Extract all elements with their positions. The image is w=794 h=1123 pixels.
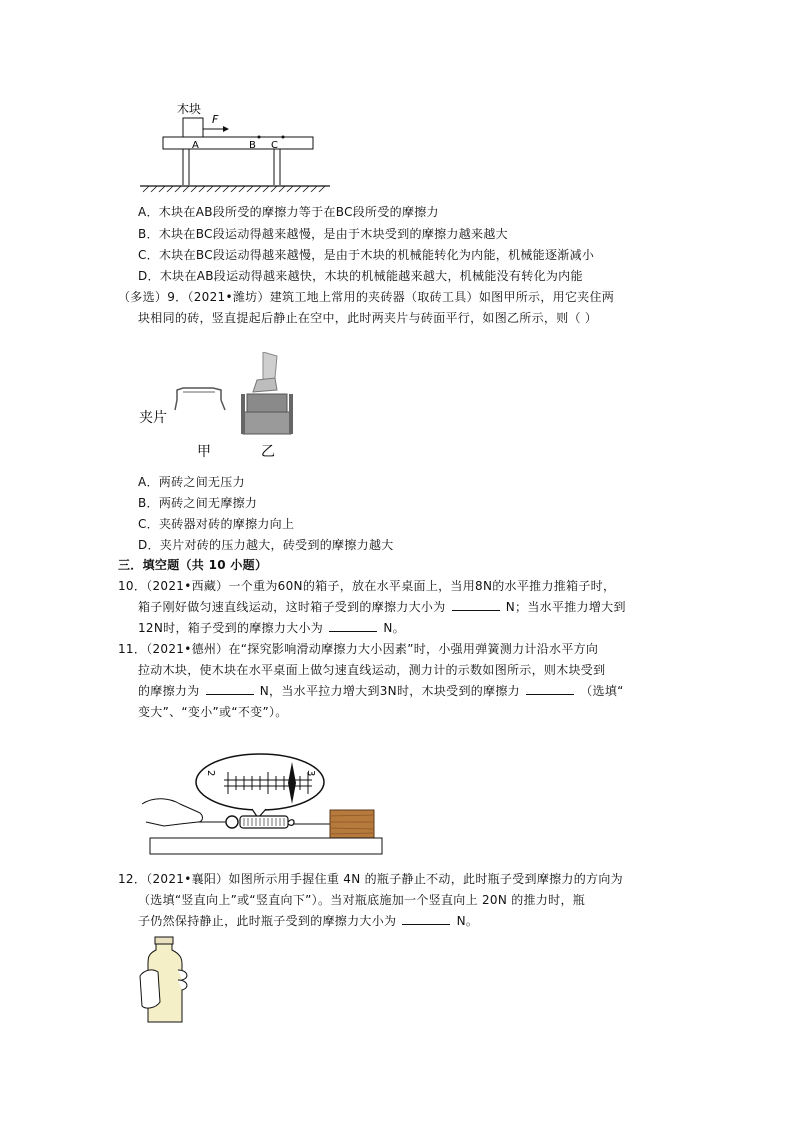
table-surface bbox=[150, 838, 382, 854]
q10-line3-tail: N。 bbox=[383, 621, 405, 635]
table-top bbox=[163, 137, 313, 149]
q10-line2 bbox=[138, 599, 626, 615]
q9-option-a: A．两砖之间无压力 bbox=[138, 475, 245, 489]
q10-line1: 10．（2021•西藏）一个重为60N的箱子，放在水平桌面上，当用8N的水平推力推箱子时， bbox=[118, 579, 616, 593]
q10-line3-text: 12N时，箱子受到的摩擦力大小为 bbox=[138, 621, 324, 635]
point-c-dot bbox=[282, 136, 285, 139]
figure-yi-label: 乙 bbox=[261, 444, 275, 460]
q11-line1: 11．（2021•德州）在“探究影响滑动摩擦力大小因素”时，小强用弹簧测力计沿水平方向 bbox=[118, 642, 599, 656]
q11-line4: 变大”、“变小”或“不变”）。 bbox=[138, 705, 288, 719]
scale-label-right: 3 bbox=[305, 770, 316, 777]
block-table-figure bbox=[135, 98, 335, 196]
clamp-label: 夹片 bbox=[139, 410, 167, 426]
q11-line3-mid: N，当水平拉力增大到3N时，木块受到的摩擦力 bbox=[259, 684, 520, 698]
q9-stem-line2: 块相同的砖，竖直提起后静止在空中，此时两夹片与砖面平行，如图乙所示，则（ ） bbox=[138, 311, 598, 325]
q8-option-c: C．木块在BC段运动得越来越慢，是由于木块的机械能转化为内能，机械能逐渐减小 bbox=[138, 248, 595, 262]
scale-label-left: 2 bbox=[205, 770, 216, 777]
q10-line2-tail: N；当水平推力增大到 bbox=[505, 600, 626, 614]
brick-clamp-figure bbox=[135, 352, 305, 464]
q10-line3 bbox=[138, 620, 405, 636]
q8-option-a: A．木块在AB段所受的摩擦力等于在BC段所受的摩擦力 bbox=[138, 205, 439, 219]
q12-line3-tail: N。 bbox=[456, 914, 479, 928]
q11-line3-tail: （选填“ bbox=[580, 684, 624, 698]
q9-stem-line1: （多选）9．（2021•潍坊）建筑工地上常用的夹砖器（取砖工具）如图甲所示，用它夹住两 bbox=[118, 290, 615, 304]
ground-hatching bbox=[143, 186, 325, 192]
arrow-head bbox=[223, 126, 229, 132]
q11-blank-2[interactable] bbox=[526, 683, 574, 695]
q8-option-b: B．木块在BC段运动得越来越慢，是由于木块受到的摩擦力越来越大 bbox=[138, 227, 508, 241]
q9-option-c: C．夹砖器对砖的摩擦力向上 bbox=[138, 517, 295, 531]
hand bbox=[142, 799, 203, 826]
figure-jia-label: 甲 bbox=[197, 444, 211, 460]
block-label: 木块 bbox=[177, 102, 202, 116]
q12-line2: （选填“竖直向上”或“竖直向下”）。当对瓶底施加一个竖直向上 20N 的推力时，瓶 bbox=[138, 893, 586, 907]
section-title: 三．填空题（共 10 小题） bbox=[118, 558, 268, 572]
q11-line3 bbox=[138, 683, 624, 699]
q12-line3-text: 子仍然保持静止，此时瓶子受到的摩擦力大小为 bbox=[138, 914, 397, 928]
scale-ring bbox=[226, 816, 238, 828]
q10-blank-1[interactable] bbox=[452, 599, 500, 611]
spring-scale-figure bbox=[140, 752, 390, 858]
q12-line1: 12．（2021•襄阳）如图所示用手握住重 4N 的瓶子静止不动，此时瓶子受到摩擦力的方向为 bbox=[118, 872, 623, 886]
force-label: F bbox=[212, 113, 219, 126]
point-a-label: A bbox=[192, 140, 199, 151]
q12-blank-1[interactable] bbox=[402, 913, 450, 925]
bottle-hand-figure bbox=[138, 936, 194, 1026]
q11-line2: 拉动木块，使木块在水平桌面上做匀速直线运动，测力计的示数如图所示，则木块受到 bbox=[138, 663, 606, 677]
clamp-jia bbox=[175, 388, 225, 410]
point-b-label: B bbox=[249, 140, 256, 151]
q8-option-d: D．木块在AB段运动得越来越快，木块的机械能越来越大，机械能没有转化为内能 bbox=[138, 269, 583, 283]
wooden-block bbox=[183, 118, 203, 137]
q10-line2-text: 箱子刚好做匀速直线运动，这时箱子受到的摩擦力大小为 bbox=[138, 600, 446, 614]
q12-line3 bbox=[138, 913, 478, 929]
bottle-cap bbox=[155, 937, 173, 944]
q9-option-d: D．夹片对砖的压力越大，砖受到的摩擦力越大 bbox=[138, 538, 394, 552]
q10-blank-2[interactable] bbox=[329, 620, 377, 632]
q11-line3-text: 的摩擦力为 bbox=[138, 684, 200, 698]
q11-blank-1[interactable] bbox=[206, 683, 254, 695]
clamp-with-bricks-yi bbox=[241, 352, 293, 434]
hand bbox=[140, 970, 160, 1008]
point-c-label: C bbox=[271, 140, 278, 151]
q9-option-b: B．两砖之间无摩擦力 bbox=[138, 496, 258, 510]
point-b-dot bbox=[258, 136, 261, 139]
